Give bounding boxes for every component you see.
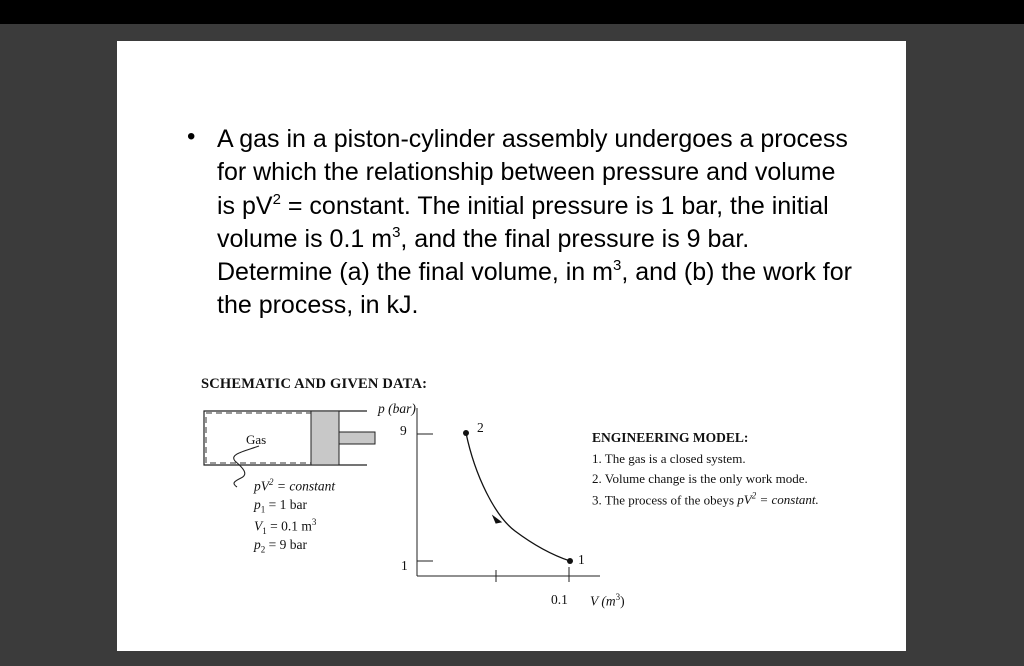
given-v1-subscript: 1 bbox=[262, 526, 267, 537]
schematic-figure bbox=[117, 41, 906, 651]
top-bar bbox=[0, 0, 1024, 24]
given-p2-subscript: 2 bbox=[260, 544, 266, 555]
state-1-point bbox=[567, 558, 573, 564]
problem-sup-3: 3 bbox=[612, 257, 622, 275]
x-axis-label-end: ) bbox=[620, 593, 625, 609]
model-item-3-relation bbox=[737, 492, 819, 507]
process-arrow bbox=[493, 516, 501, 523]
given-p2 bbox=[254, 537, 307, 555]
model-item-2: 2. Volume change is the only work mode. bbox=[592, 471, 808, 486]
x-axis-label bbox=[590, 592, 625, 610]
model-item-3-exponent: 2 bbox=[751, 491, 757, 501]
state-1-label: 1 bbox=[578, 552, 585, 567]
problem-text-4: , and (b) the work for the process, in kJ. bbox=[217, 258, 852, 320]
given-v1-value: = 0.1 m bbox=[266, 518, 312, 534]
given-p1 bbox=[254, 497, 307, 515]
problem-text-1: A gas in a piston-cylinder assembly undergoes a process for which the relationship between pressure and volume is pV bbox=[217, 125, 848, 220]
given-relation bbox=[254, 477, 335, 495]
given-v1 bbox=[254, 517, 316, 536]
given-relation-symbol: pV bbox=[254, 478, 269, 494]
state-2-label: 2 bbox=[477, 420, 484, 435]
bullet-marker: • bbox=[187, 123, 196, 150]
y-axis-label-text: p (bar) bbox=[378, 401, 416, 416]
slide bbox=[117, 41, 906, 651]
given-p1-symbol: p bbox=[254, 497, 261, 512]
model-item-1: 1. The gas is a closed system. bbox=[592, 451, 746, 466]
given-p2-value: = 9 bar bbox=[265, 537, 307, 552]
model-item-3-relation-rest: = constant. bbox=[756, 492, 819, 508]
piston bbox=[311, 411, 339, 465]
y-tick-9-label: 9 bbox=[400, 423, 407, 438]
problem-text-3: , and the final pressure is 9 bar. Determine (a) the final volume, in m bbox=[217, 224, 750, 287]
given-relation-exponent: 2 bbox=[269, 477, 274, 487]
process-curve bbox=[466, 433, 570, 561]
state-2-point bbox=[463, 430, 469, 436]
x-tick-label: 0.1 bbox=[551, 592, 568, 607]
given-p2-symbol: p bbox=[254, 537, 261, 552]
piston-rod bbox=[339, 432, 375, 444]
engineering-model-title: ENGINEERING MODEL: bbox=[592, 430, 749, 445]
problem-sup-1: 2 bbox=[272, 190, 281, 208]
given-relation-rest: = constant bbox=[273, 478, 336, 494]
y-axis-label bbox=[378, 401, 416, 417]
schematic-title: SCHEMATIC AND GIVEN DATA: bbox=[201, 376, 428, 392]
given-p1-subscript: 1 bbox=[260, 504, 266, 515]
given-v1-unit-exponent: 3 bbox=[311, 517, 317, 527]
problem-sup-2: 3 bbox=[392, 223, 401, 241]
y-tick-1-label: 1 bbox=[401, 558, 408, 573]
model-item-3-text: 3. The process of the obeys bbox=[592, 492, 738, 508]
model-item-3 bbox=[592, 491, 819, 508]
x-axis-label-exponent: 3 bbox=[615, 592, 621, 602]
x-axis-label-text: V (m bbox=[590, 593, 616, 609]
problem-text-2: = constant. The initial pressure is 1 bar, the initial volume is 0.1 m bbox=[217, 191, 829, 253]
given-p1-value: = 1 bar bbox=[265, 497, 307, 512]
gas-label: Gas bbox=[246, 432, 267, 447]
given-v1-symbol: V bbox=[254, 518, 263, 534]
model-item-3-relation-symbol: pV bbox=[737, 492, 752, 508]
